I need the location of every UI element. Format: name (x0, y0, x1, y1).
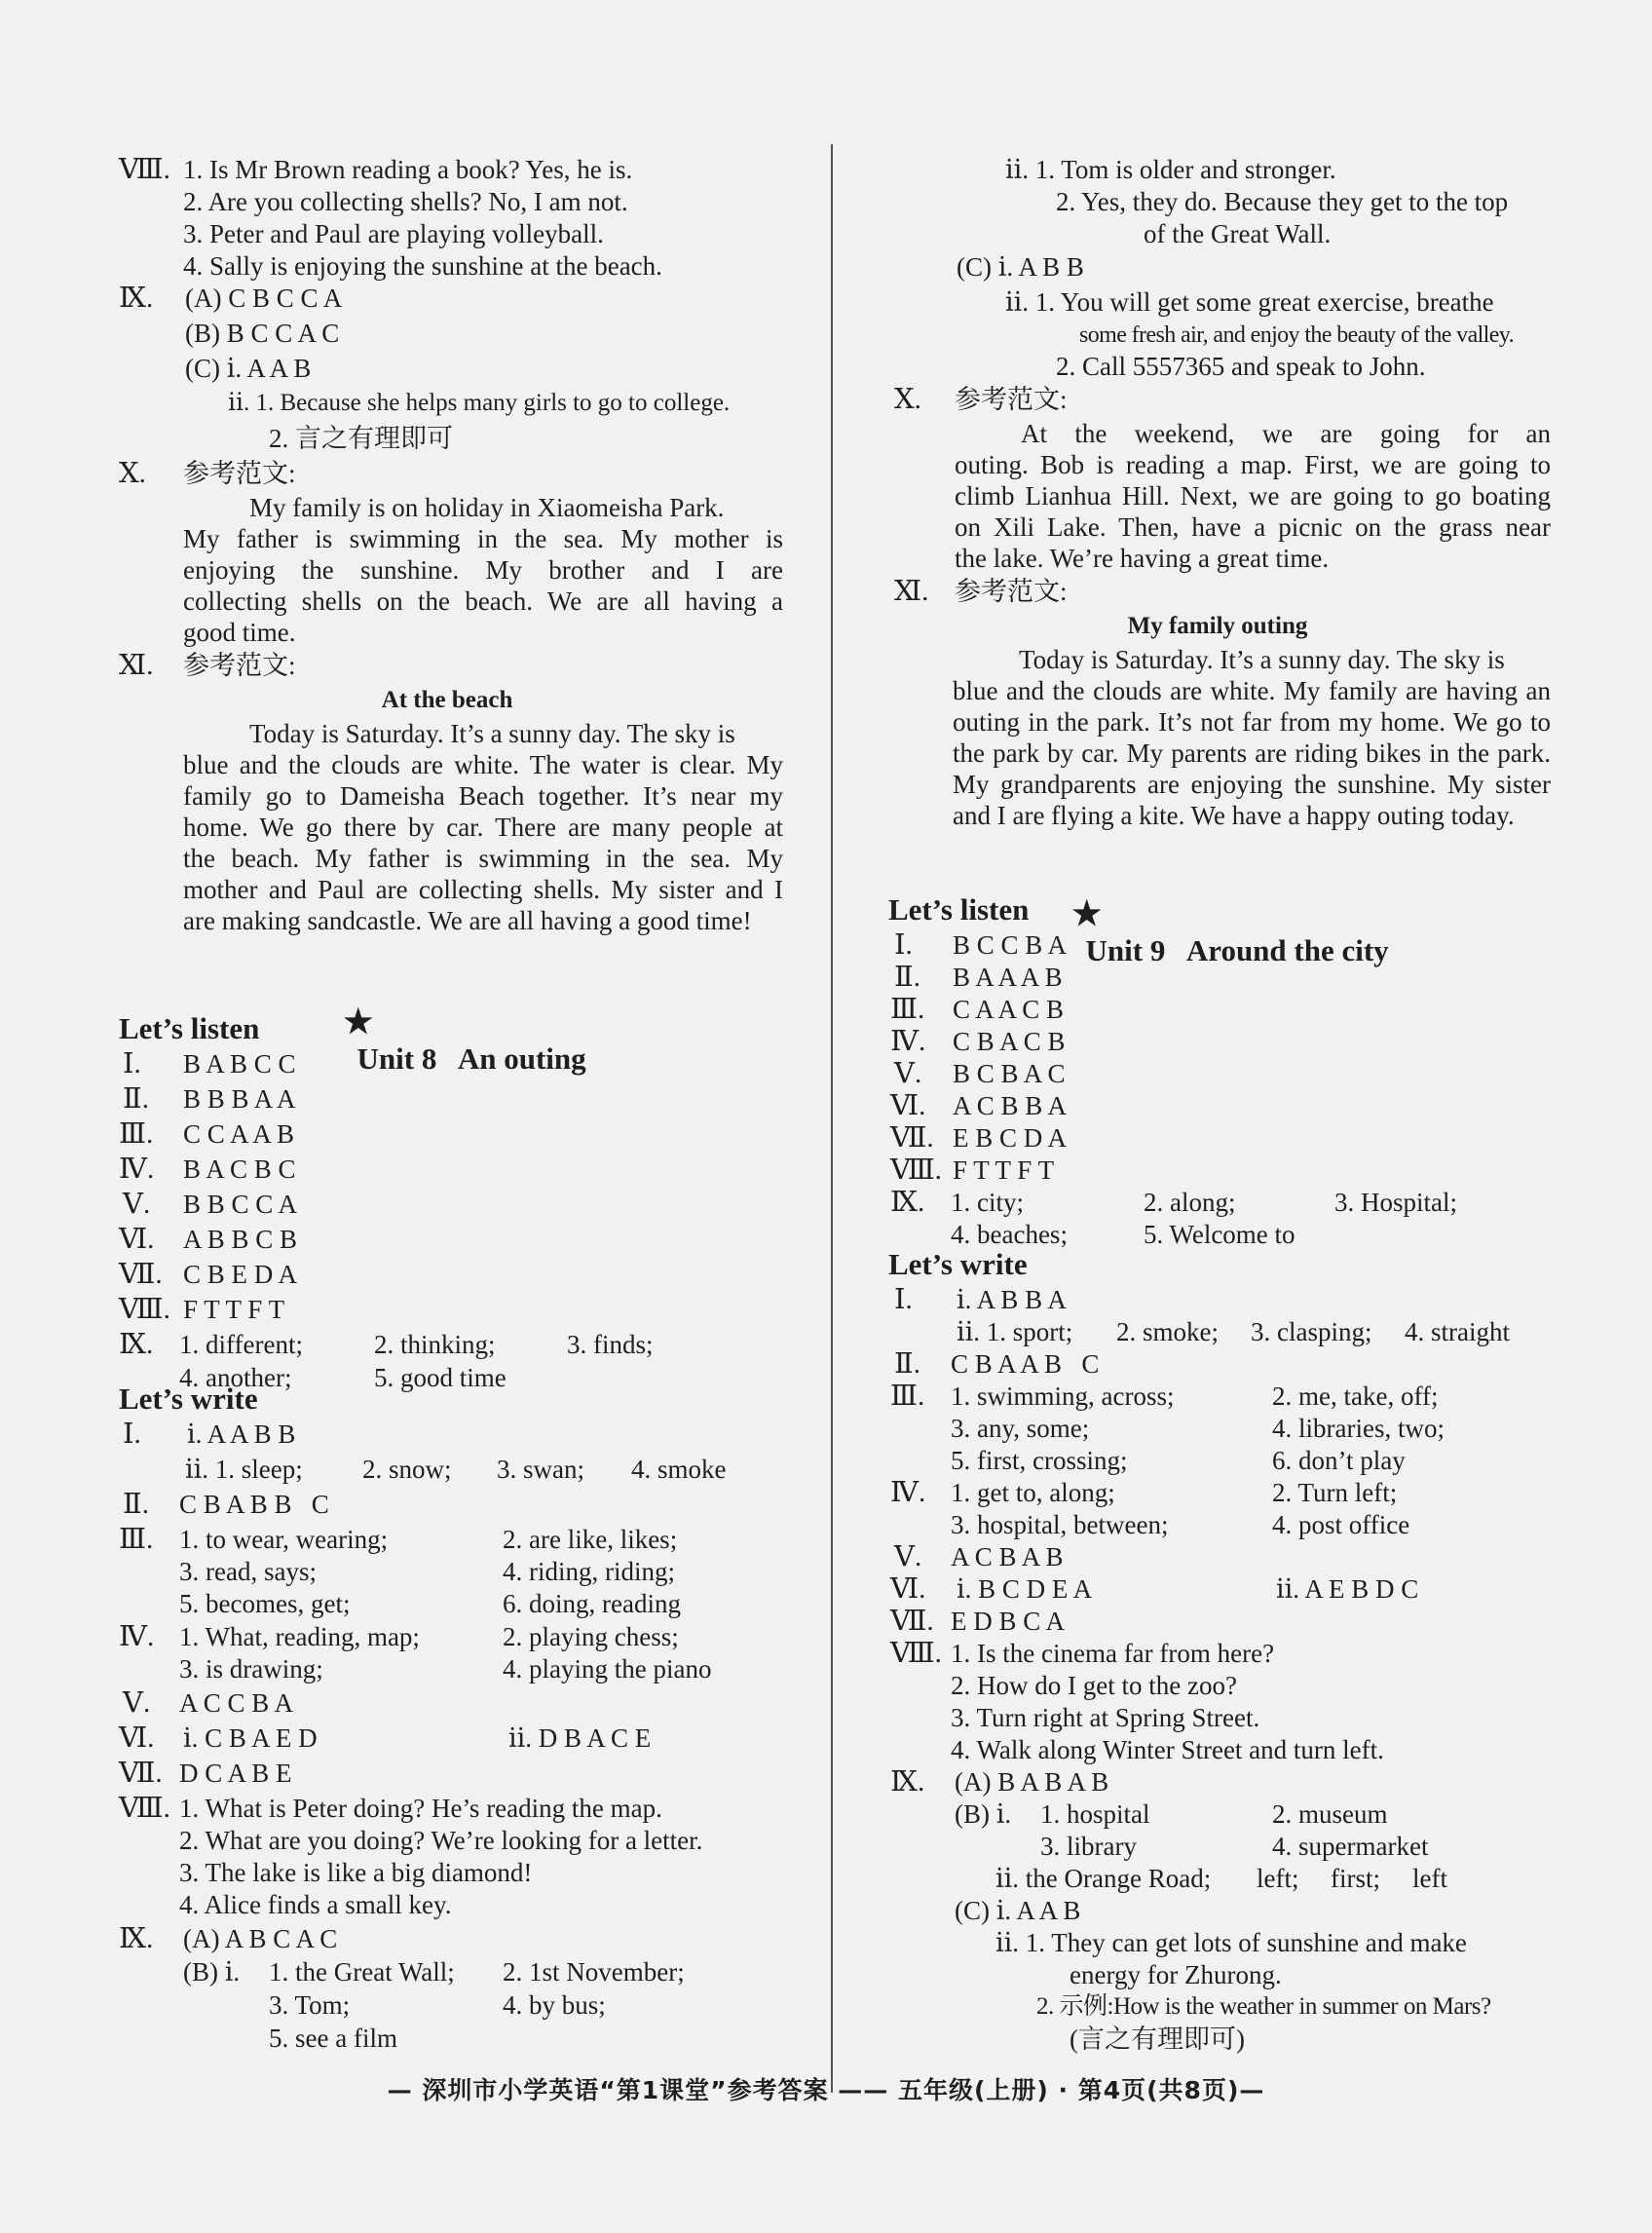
answer-line: ⅱ. 1. Tom is older and stronger. (1005, 155, 1336, 184)
section-heading: Let’s listen (119, 1011, 260, 1045)
numeral: Ⅱ. (894, 962, 920, 993)
section-label: 参考范文: (955, 577, 1068, 606)
answer-line: A C B B A (953, 1091, 1068, 1120)
answer-line: ⅱ. 1. They can get lots of sunshine and make (995, 1928, 1467, 1957)
answer-line: ⅰ. A A B B (187, 1419, 296, 1449)
numeral: Ⅰ. (123, 1419, 141, 1450)
numeral: Ⅶ. (890, 1122, 934, 1154)
numeral: Ⅵ. (890, 1090, 926, 1121)
answer-line: F T T F T (183, 1295, 285, 1324)
answer-line: ⅱ. the Orange Road; (995, 1864, 1212, 1893)
answer-line: 2. What are you doing? We’re looking for a letter. (179, 1826, 703, 1855)
answer-line: ⅰ. C B A E D (183, 1723, 318, 1753)
answer-line: 2. Yes, they do. Because they get to the top (1056, 187, 1509, 216)
numeral: Ⅸ. (119, 1329, 154, 1360)
answer-line: D C A B E (179, 1759, 292, 1788)
answer-line: 4. post office (1272, 1510, 1410, 1539)
answer-line: 5. becomes, get; (179, 1589, 351, 1618)
answer-line: B B C C A (183, 1190, 298, 1219)
answer-line: 4. supermarket (1272, 1832, 1429, 1861)
answer-line: 3. library (1040, 1832, 1137, 1861)
answer-line: 2. me, take, off; (1272, 1381, 1439, 1411)
answer-line: 1. Is the cinema far from here? (951, 1639, 1275, 1668)
numeral: Ⅴ. (123, 1189, 151, 1220)
answer-line: (A) B A B A B (955, 1767, 1109, 1797)
unit-heading (298, 967, 586, 1112)
numeral: Ⅶ. (119, 1758, 163, 1789)
essay-line: blue and the clouds are white. The water is clear. My (183, 750, 783, 779)
answer-line: C A A C B (953, 995, 1065, 1024)
numeral: Ⅸ. (119, 283, 154, 314)
section-label: 参考范文: (955, 385, 1068, 414)
numeral: Ⅳ. (890, 1477, 926, 1508)
answer-line: (B) ⅰ. (183, 1957, 241, 1987)
answer-line: 4. straight (1405, 1317, 1510, 1346)
answer-line: 1. Is Mr Brown reading a book? Yes, he is. (183, 155, 633, 184)
answer-line: F T T F T (953, 1155, 1055, 1185)
answer-line: 4. another; (179, 1363, 292, 1392)
essay-line: collecting shells on the beach. We are all having a (183, 587, 783, 616)
answer-line: (B) ⅰ. (955, 1799, 1012, 1829)
numeral: Ⅺ. (119, 650, 154, 681)
unit-heading (1027, 859, 1389, 1003)
answer-line: 1. city; (951, 1188, 1024, 1217)
essay-line: outing in the park. It’s not far from my home. We go to (953, 707, 1551, 737)
answer-line: 2. 示例:How is the weather in summer on Mars? (1036, 1993, 1491, 2020)
answer-line: C C A A B (183, 1119, 295, 1149)
answer-line: 3. The lake is like a big diamond! (179, 1858, 533, 1887)
answer-line: B C B A C (953, 1059, 1066, 1088)
essay-line: enjoying the sunshine. My brother and I are (183, 555, 783, 585)
numeral: Ⅳ. (119, 1621, 155, 1652)
essay-line: blue and the clouds are white. My family are having an (953, 676, 1551, 705)
answer-line: first; (1331, 1864, 1380, 1893)
essay-line: My grandparents are enjoying the sunshine. My sister (953, 770, 1551, 799)
answer-line: B C C B A (953, 930, 1068, 960)
answer-line: of the Great Wall. (1144, 219, 1332, 248)
answer-line: 4. by bus; (503, 1990, 606, 2020)
answer-line: 1. different; (179, 1330, 303, 1359)
answer-line: 5. Welcome to (1144, 1220, 1295, 1249)
answer-line: ⅰ. B C D E A (957, 1574, 1093, 1604)
numeral: Ⅸ. (890, 1187, 925, 1218)
answer-line: C B A C B (953, 1027, 1066, 1056)
essay-line: family go to Dameisha Beach together. It’s near my (183, 781, 783, 811)
answer-line: 1. What, reading, map; (179, 1622, 420, 1651)
essay-line: the lake. We’re having a great time. (955, 544, 1330, 573)
essay-line: My father is swimming in the sea. My mother is (183, 524, 783, 553)
answer-line: 4. Walk along Winter Street and turn left. (951, 1735, 1384, 1764)
answer-line: 2. museum (1272, 1799, 1388, 1829)
answer-line: left (1412, 1864, 1447, 1893)
answer-line: 4. riding, riding; (503, 1557, 675, 1586)
unit-title: Unit 9 Around the city (1085, 933, 1389, 967)
answer-line: C B E D A (183, 1260, 298, 1289)
numeral: Ⅰ. (123, 1048, 141, 1079)
essay-line: My family is on holiday in Xiaomeisha Park. (249, 493, 725, 522)
numeral: Ⅷ. (119, 1793, 170, 1824)
numeral: Ⅶ. (119, 1259, 163, 1290)
essay-title: At the beach (381, 687, 513, 713)
numeral: Ⅷ. (119, 1294, 170, 1325)
answer-line: 1. hospital (1040, 1799, 1150, 1829)
answer-line: 1. to wear, wearing; (179, 1525, 389, 1554)
numeral: Ⅰ. (894, 929, 913, 961)
answer-line: 1. What is Peter doing? He’s reading the map. (179, 1794, 662, 1823)
answer-line: 4. smoke (631, 1455, 727, 1484)
answer-line: 3. swan; (497, 1455, 584, 1484)
answer-line: B A B C C (183, 1049, 296, 1079)
answer-line: 5. see a film (269, 2024, 397, 2053)
numeral: Ⅳ. (890, 1026, 926, 1057)
answer-line: 2. 1st November; (503, 1957, 685, 1987)
numeral: Ⅱ. (894, 1348, 920, 1380)
essay-line: good time. (183, 618, 296, 647)
answer-line: (A) A B C A C (183, 1924, 338, 1953)
answer-line: 4. playing the piano (503, 1654, 712, 1684)
numeral: Ⅴ. (123, 1687, 151, 1719)
answer-line: B A C B C (183, 1154, 296, 1184)
answer-line: A C C B A (179, 1688, 294, 1718)
essay-line: climb Lianhua Hill. Next, we are going to go boating (955, 481, 1551, 511)
section-label: 参考范文: (183, 651, 296, 680)
numeral: Ⅷ. (890, 1638, 942, 1669)
answer-line: C B A A B C (951, 1349, 1100, 1379)
answer-line: ⅰ. A B B A (957, 1285, 1067, 1314)
numeral: Ⅵ. (119, 1722, 155, 1754)
numeral: Ⅷ. (890, 1154, 942, 1186)
numeral: Ⅳ. (119, 1154, 155, 1185)
answer-line: ⅱ. D B A C E (508, 1723, 652, 1753)
answer-line: A C B A B (951, 1542, 1064, 1571)
numeral: Ⅱ. (123, 1489, 149, 1520)
answer-line: 2. snow; (362, 1455, 452, 1484)
answer-line: 2. playing chess; (503, 1622, 679, 1651)
essay-line: are making sandcastle. We are all having a good time! (183, 906, 752, 935)
answer-line: left; (1257, 1864, 1299, 1893)
answer-line: ⅱ. A E B D C (1276, 1574, 1419, 1604)
answer-line: some fresh air, and enjoy the beauty of the valley. (1079, 322, 1515, 348)
answer-line: 1. get to, along; (951, 1478, 1115, 1507)
essay-line: mother and Paul are collecting shells. My sister and I (183, 875, 783, 904)
column-divider (831, 144, 833, 2093)
essay-line: and I are flying a kite. We have a happy outing today. (953, 801, 1515, 830)
page-footer: — 深圳市小学英语“第1课堂”参考答案 —— 五年级(上册) · 第4页(共8页)— (387, 2076, 1265, 2104)
numeral: Ⅴ. (894, 1541, 922, 1572)
numeral: Ⅲ. (890, 1381, 925, 1412)
numeral: Ⅸ. (890, 1766, 925, 1798)
star-icon: ★ (1071, 896, 1102, 932)
section-heading: Let’s write (888, 1247, 1028, 1281)
answer-line: E D B C A (951, 1607, 1066, 1636)
answer-line: 3. Hospital; (1334, 1188, 1457, 1217)
answer-line: 1. the Great Wall; (269, 1957, 455, 1987)
answer-line: 6. doing, reading (503, 1589, 681, 1618)
essay-line: the beach. My father is swimming in the sea. My (183, 844, 783, 873)
numeral: Ⅺ. (894, 576, 929, 607)
answer-line: 6. don’t play (1272, 1446, 1406, 1475)
answer-line: ⅱ. 1. sleep; (185, 1455, 303, 1484)
answer-line: (C) ⅰ. A A B (185, 354, 312, 383)
answer-line: 5. good time (374, 1363, 507, 1392)
answer-line: 4. Sally is enjoying the sunshine at the beach. (183, 251, 662, 281)
answer-line: 3. hospital, between; (951, 1510, 1169, 1539)
answer-line: (B) B C C A C (185, 319, 340, 348)
answer-line: B B B A A (183, 1084, 296, 1114)
numeral: Ⅱ. (123, 1083, 149, 1115)
answer-line: 2. smoke; (1116, 1317, 1219, 1346)
answer-line: 4. libraries, two; (1272, 1414, 1445, 1443)
answer-line: 2. are like, likes; (503, 1525, 678, 1554)
answer-line: 3. finds; (567, 1330, 654, 1359)
essay-line: Today is Saturday. It’s a sunny day. The sky is (249, 719, 735, 748)
answer-line: 2. Are you collecting shells? No, I am not. (183, 187, 628, 216)
essay-line: the park by car. My parents are riding bikes in the park. (953, 738, 1551, 768)
section-heading: Let’s listen (888, 892, 1030, 927)
answer-line: E B C D A (953, 1123, 1068, 1153)
answer-line: (言之有理即可) (1070, 2025, 1245, 2054)
section-heading: Let’s write (119, 1381, 258, 1416)
essay-line: outing. Bob is reading a map. First, we are going to (955, 450, 1551, 479)
numeral: Ⅸ. (119, 1923, 154, 1954)
answer-line: 4. beaches; (951, 1220, 1068, 1249)
answer-line: 4. Alice finds a small key. (179, 1890, 452, 1919)
answer-line: 2. 言之有理即可 (269, 424, 453, 453)
answer-line: 1. swimming, across; (951, 1381, 1175, 1411)
numeral: Ⅵ. (890, 1573, 926, 1605)
numeral: Ⅷ. (119, 154, 170, 185)
answer-line: 2. thinking; (374, 1330, 496, 1359)
numeral: Ⅹ. (894, 384, 921, 415)
answer-line: 3. Peter and Paul are playing volleyball. (183, 219, 604, 248)
numeral: Ⅹ. (119, 458, 146, 489)
answer-line: ⅱ. 1. You will get some great exercise, breathe (1005, 287, 1494, 317)
essay-line: At the weekend, we are going for an (1021, 419, 1551, 448)
unit-title: Unit 8 An outing (357, 1041, 586, 1076)
numeral: Ⅶ. (890, 1606, 934, 1637)
numeral: Ⅲ. (119, 1118, 154, 1150)
numeral: Ⅵ. (119, 1224, 155, 1255)
answer-line: 3. is drawing; (179, 1654, 323, 1684)
essay-line: on Xili Lake. Then, have a picnic on the grass near (955, 512, 1551, 542)
numeral: Ⅰ. (894, 1284, 913, 1315)
answer-line: (A) C B C C A (185, 284, 343, 313)
answer-line: (C) ⅰ. A A B (955, 1896, 1081, 1925)
answer-line: (C) ⅰ. A B B (957, 252, 1084, 282)
answer-line: ⅱ. 1. sport; (957, 1317, 1073, 1346)
answer-line: 3. clasping; (1251, 1317, 1372, 1346)
star-icon: ★ (343, 1004, 373, 1041)
answer-line: 2. Call 5557365 and speak to John. (1056, 352, 1426, 381)
answer-line: 2. along; (1144, 1188, 1236, 1217)
section-label: 参考范文: (183, 459, 296, 488)
answer-line: 2. How do I get to the zoo? (951, 1671, 1237, 1700)
answer-line: 3. Turn right at Spring Street. (951, 1703, 1260, 1732)
answer-line: A B B C B (183, 1225, 298, 1254)
answer-line: 3. read, says; (179, 1557, 317, 1586)
numeral: Ⅲ. (890, 994, 925, 1025)
numeral: Ⅴ. (894, 1058, 922, 1089)
answer-line: C B A B B C (179, 1490, 329, 1519)
essay-line: home. We go there by car. There are many people at (183, 813, 783, 842)
answer-line: 5. first, crossing; (951, 1446, 1128, 1475)
answer-line: B A A A B (953, 963, 1063, 992)
essay-title: My family outing (1127, 613, 1308, 639)
answer-line: ⅱ. 1. Because she helps many girls to go to college. (228, 390, 731, 416)
answer-line: 2. Turn left; (1272, 1478, 1398, 1507)
numeral: Ⅲ. (119, 1524, 154, 1555)
answer-line: energy for Zhurong. (1070, 1960, 1282, 1989)
essay-line: Today is Saturday. It’s a sunny day. The sky is (1019, 645, 1505, 674)
answer-line: 3. Tom; (269, 1990, 351, 2020)
answer-line: 3. any, some; (951, 1414, 1090, 1443)
